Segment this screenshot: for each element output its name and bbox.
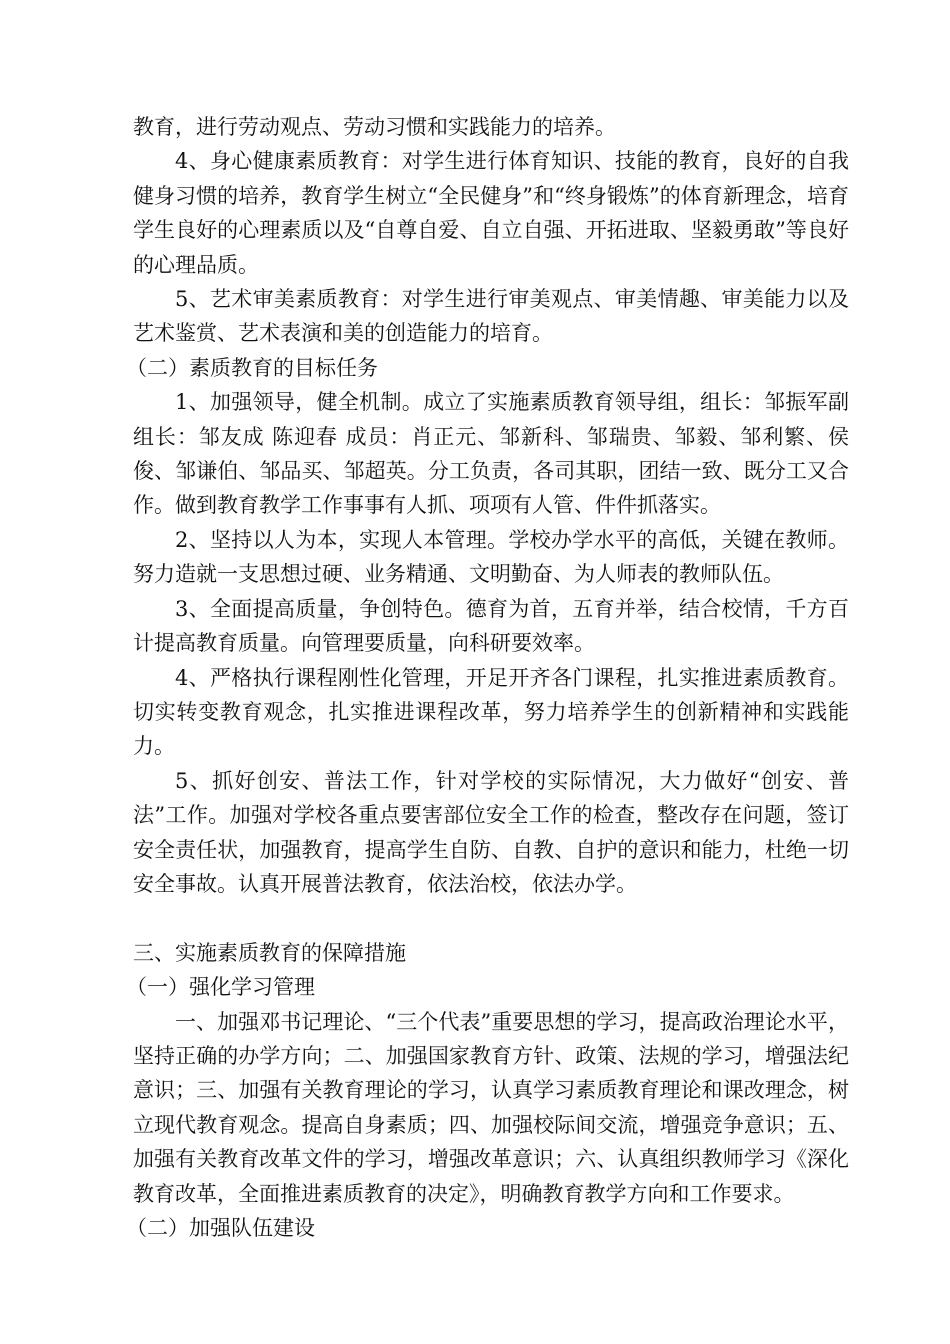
blank-line <box>133 901 849 935</box>
paragraph-quality: 3、全面提高质量，争创特色。德育为首，五育并举，结合校情，千方百计提高教育质量。向管理要质量，向科研要效率。 <box>133 596 849 656</box>
section-heading-measures: 三、实施素质教育的保障措施 <box>133 940 406 965</box>
paragraph-art-aesthetic: 5、艺术审美素质教育：对学生进行审美观点、审美情趣、审美能力以及艺术鉴赏、艺术表演和美的创造能力的培育。 <box>133 287 849 346</box>
paragraph-continued: 教育，进行劳动观点、劳动习惯和实践能力的培养。 <box>133 115 616 139</box>
subheading-team-building: （二）加强队伍建设 <box>126 1215 315 1240</box>
paragraph-people-oriented: 2、坚持以人为本，实现人本管理。学校办学水平的高低，关键在教师。努力造就一支思想过硬、业务精通、文明勤奋、为人师表的教师队伍。 <box>133 527 849 587</box>
subheading-goals-tasks: （二）素质教育的目标任务 <box>126 355 378 380</box>
paragraph-leadership: 1、加强领导，健全机制。成立了实施素质教育领导组，组长：邹振军副组长：邹友成 陈迎春 成员：肖正元、邹新科、邹瑞贵、邹毅、邹利繁、侯俊、邹谦伯、邹品买、邹超英。分工负责，各司其职，团结一致、既分工又合作。做到教育教学工作事事有人抓、项项有人管、件件抓落实。 <box>133 390 849 518</box>
paragraph-physical-mental-health: 4、身心健康素质教育：对学生进行体育知识、技能的教育，良好的自我健身习惯的培养，教育学生树立“全民健身”和“终身锻炼”的体育新理念，培育学生良好的心理素质以及“自尊自爱、自立自强、开拓进取、坚毅勇敢”等良好的心理品质。 <box>133 149 849 277</box>
paragraph-study-items: 一、加强邓书记理论、“三个代表”重要思想的学习，提高政治理论水平，坚持正确的办学方向；二、加强国家教育方针、政策、法规的学习，增强法纪意识；三、加强有关教育理论的学习，认真学习素质教育理论和课改理念，树立现代教育观念。提高自身素质；四、加强校际间交流，增强竞争意识；五、加强有关教育改革文件的学习，增强改革意识；六、认真组织教师学习《深化教育改革，全面推进素质教育的决定》，明确教育教学方向和工作要求。 <box>133 1009 849 1206</box>
paragraph-safety-law: 5、抓好创安、普法工作，针对学校的实际情况，大力做好“创安、普法”工作。加强对学校各重点要害部位安全工作的检查，整改存在问题，签订安全责任状，加强教育，提高学生自防、自教、自护的意识和能力，杜绝一切安全事故。认真开展普法教育，依法治校，依法办学。 <box>133 768 849 896</box>
document-page <box>126 110 849 1245</box>
paragraph-curriculum: 4、严格执行课程刚性化管理，开足开齐各门课程，扎实推进素质教育。切实转变教育观念，扎实推进课程改革，努力培养学生的创新精神和实践能力。 <box>133 665 849 759</box>
subheading-study-management: （一）强化学习管理 <box>126 975 315 1000</box>
